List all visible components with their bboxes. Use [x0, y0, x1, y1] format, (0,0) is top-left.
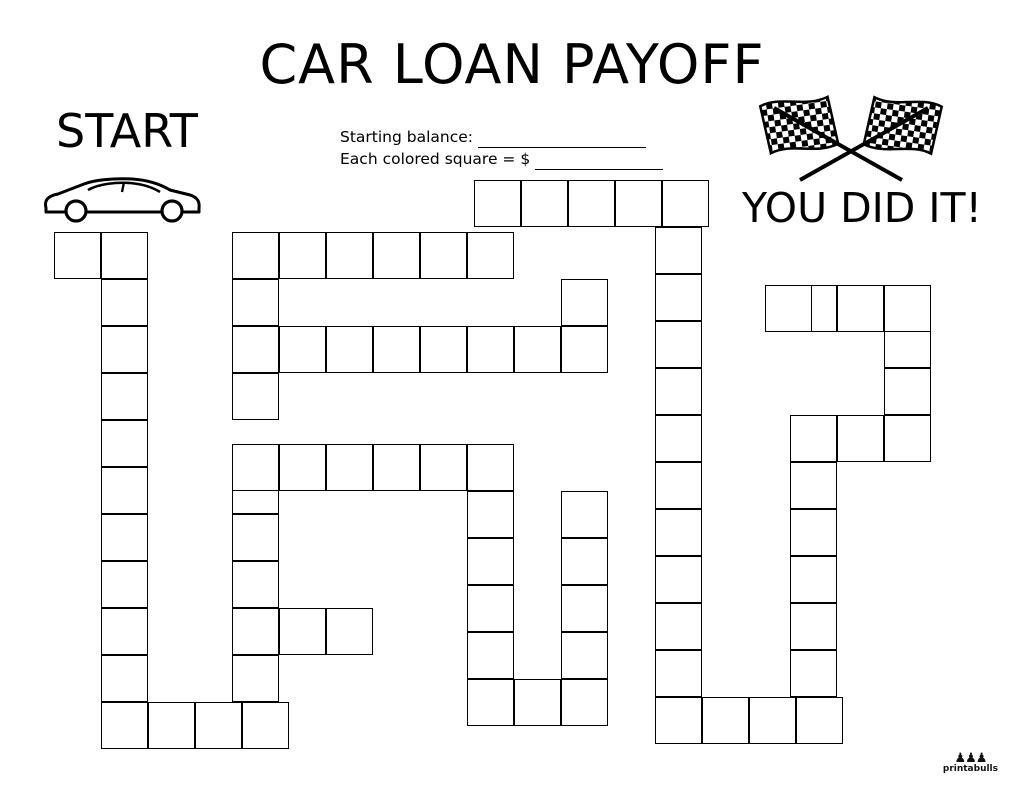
track-cell[interactable] [232, 373, 279, 420]
track-cell[interactable] [101, 232, 148, 279]
track-cell[interactable] [749, 697, 796, 744]
track-cell[interactable] [232, 655, 279, 702]
finish-label: YOU DID IT! [742, 184, 982, 232]
track-cell[interactable] [232, 514, 279, 561]
track-cell[interactable] [561, 538, 608, 585]
square-value-label: Each colored square = $ [340, 150, 531, 168]
track-cell[interactable] [101, 608, 148, 655]
track-cell[interactable] [561, 679, 608, 726]
track-cell[interactable] [467, 326, 514, 373]
track-cell[interactable] [101, 373, 148, 420]
bull-glyphs: ♟♟♟ [954, 751, 987, 766]
track-cell[interactable] [615, 180, 662, 227]
track-cell[interactable] [101, 561, 148, 608]
track-cell[interactable] [655, 603, 702, 650]
track-cell[interactable] [837, 285, 884, 332]
track-cell[interactable] [655, 368, 702, 415]
track-cell[interactable] [568, 180, 615, 227]
track-cell[interactable] [884, 415, 931, 462]
track-cell[interactable] [790, 556, 837, 603]
track-cell[interactable] [467, 585, 514, 632]
track-cell[interactable] [279, 326, 326, 373]
track-cell[interactable] [521, 180, 568, 227]
track-cell[interactable] [420, 444, 467, 491]
track-cell[interactable] [655, 650, 702, 697]
track-cell[interactable] [232, 279, 279, 326]
track-cell[interactable] [326, 232, 373, 279]
starting-balance-label: Starting balance: [340, 128, 474, 146]
track-cell[interactable] [796, 697, 843, 744]
track-cell[interactable] [232, 608, 279, 655]
track-cell[interactable] [561, 585, 608, 632]
track-cell[interactable] [101, 279, 148, 326]
track-cell[interactable] [232, 561, 279, 608]
track-cell[interactable] [467, 232, 514, 279]
track-cell[interactable] [655, 321, 702, 368]
track-cell[interactable] [148, 702, 195, 749]
track-cell[interactable] [232, 444, 279, 491]
track-cell[interactable] [837, 415, 884, 462]
track-cell[interactable] [326, 608, 373, 655]
track-cell[interactable] [101, 702, 148, 749]
track-cell[interactable] [655, 697, 702, 744]
track-cell[interactable] [884, 368, 931, 415]
track-cell[interactable] [373, 444, 420, 491]
track-cell[interactable] [242, 702, 289, 749]
track-cell[interactable] [765, 285, 812, 332]
track-cell[interactable] [467, 679, 514, 726]
track-cell[interactable] [702, 697, 749, 744]
track-cell[interactable] [467, 491, 514, 538]
start-label: START [56, 104, 198, 158]
track-cell[interactable] [790, 603, 837, 650]
track-cell[interactable] [655, 227, 702, 274]
track-cell[interactable] [561, 632, 608, 679]
track-cell[interactable] [655, 556, 702, 603]
track-cell[interactable] [101, 514, 148, 561]
track-cell[interactable] [279, 608, 326, 655]
track-cell[interactable] [232, 326, 279, 373]
track-cell[interactable] [514, 679, 561, 726]
track-cell[interactable] [326, 444, 373, 491]
track-cell[interactable] [326, 326, 373, 373]
track-cell[interactable] [101, 420, 148, 467]
track-cell[interactable] [232, 232, 279, 279]
track-cell[interactable] [373, 232, 420, 279]
track-cell[interactable] [655, 274, 702, 321]
track-cell[interactable] [101, 467, 148, 514]
track-cell[interactable] [474, 180, 521, 227]
track-cell[interactable] [790, 415, 837, 462]
track-cell[interactable] [279, 232, 326, 279]
track-cell[interactable] [195, 702, 242, 749]
track-cell[interactable] [655, 509, 702, 556]
brand-logo [943, 753, 998, 775]
track-cell[interactable] [420, 326, 467, 373]
track-cell[interactable] [655, 415, 702, 462]
track-cell[interactable] [373, 326, 420, 373]
track-cell[interactable] [790, 509, 837, 556]
track-cell[interactable] [790, 650, 837, 697]
track-cell[interactable] [467, 444, 514, 491]
track-cell[interactable] [561, 326, 608, 373]
track-cell[interactable] [514, 326, 561, 373]
track-cell[interactable] [467, 538, 514, 585]
track-cell[interactable] [101, 655, 148, 702]
track-cell[interactable] [279, 444, 326, 491]
track-cell[interactable] [101, 326, 148, 373]
track-cell[interactable] [655, 462, 702, 509]
track-cell[interactable] [420, 232, 467, 279]
track-cell[interactable] [884, 285, 931, 332]
brand-name: printabulls [942, 764, 998, 774]
page-title: CAR LOAN PAYOFF [259, 33, 765, 96]
track-cell[interactable] [467, 632, 514, 679]
track-cell[interactable] [561, 491, 608, 538]
track-cell[interactable] [561, 279, 608, 326]
track-cell[interactable] [54, 232, 101, 279]
track-cell[interactable] [662, 180, 709, 227]
track-cell[interactable] [790, 462, 837, 509]
